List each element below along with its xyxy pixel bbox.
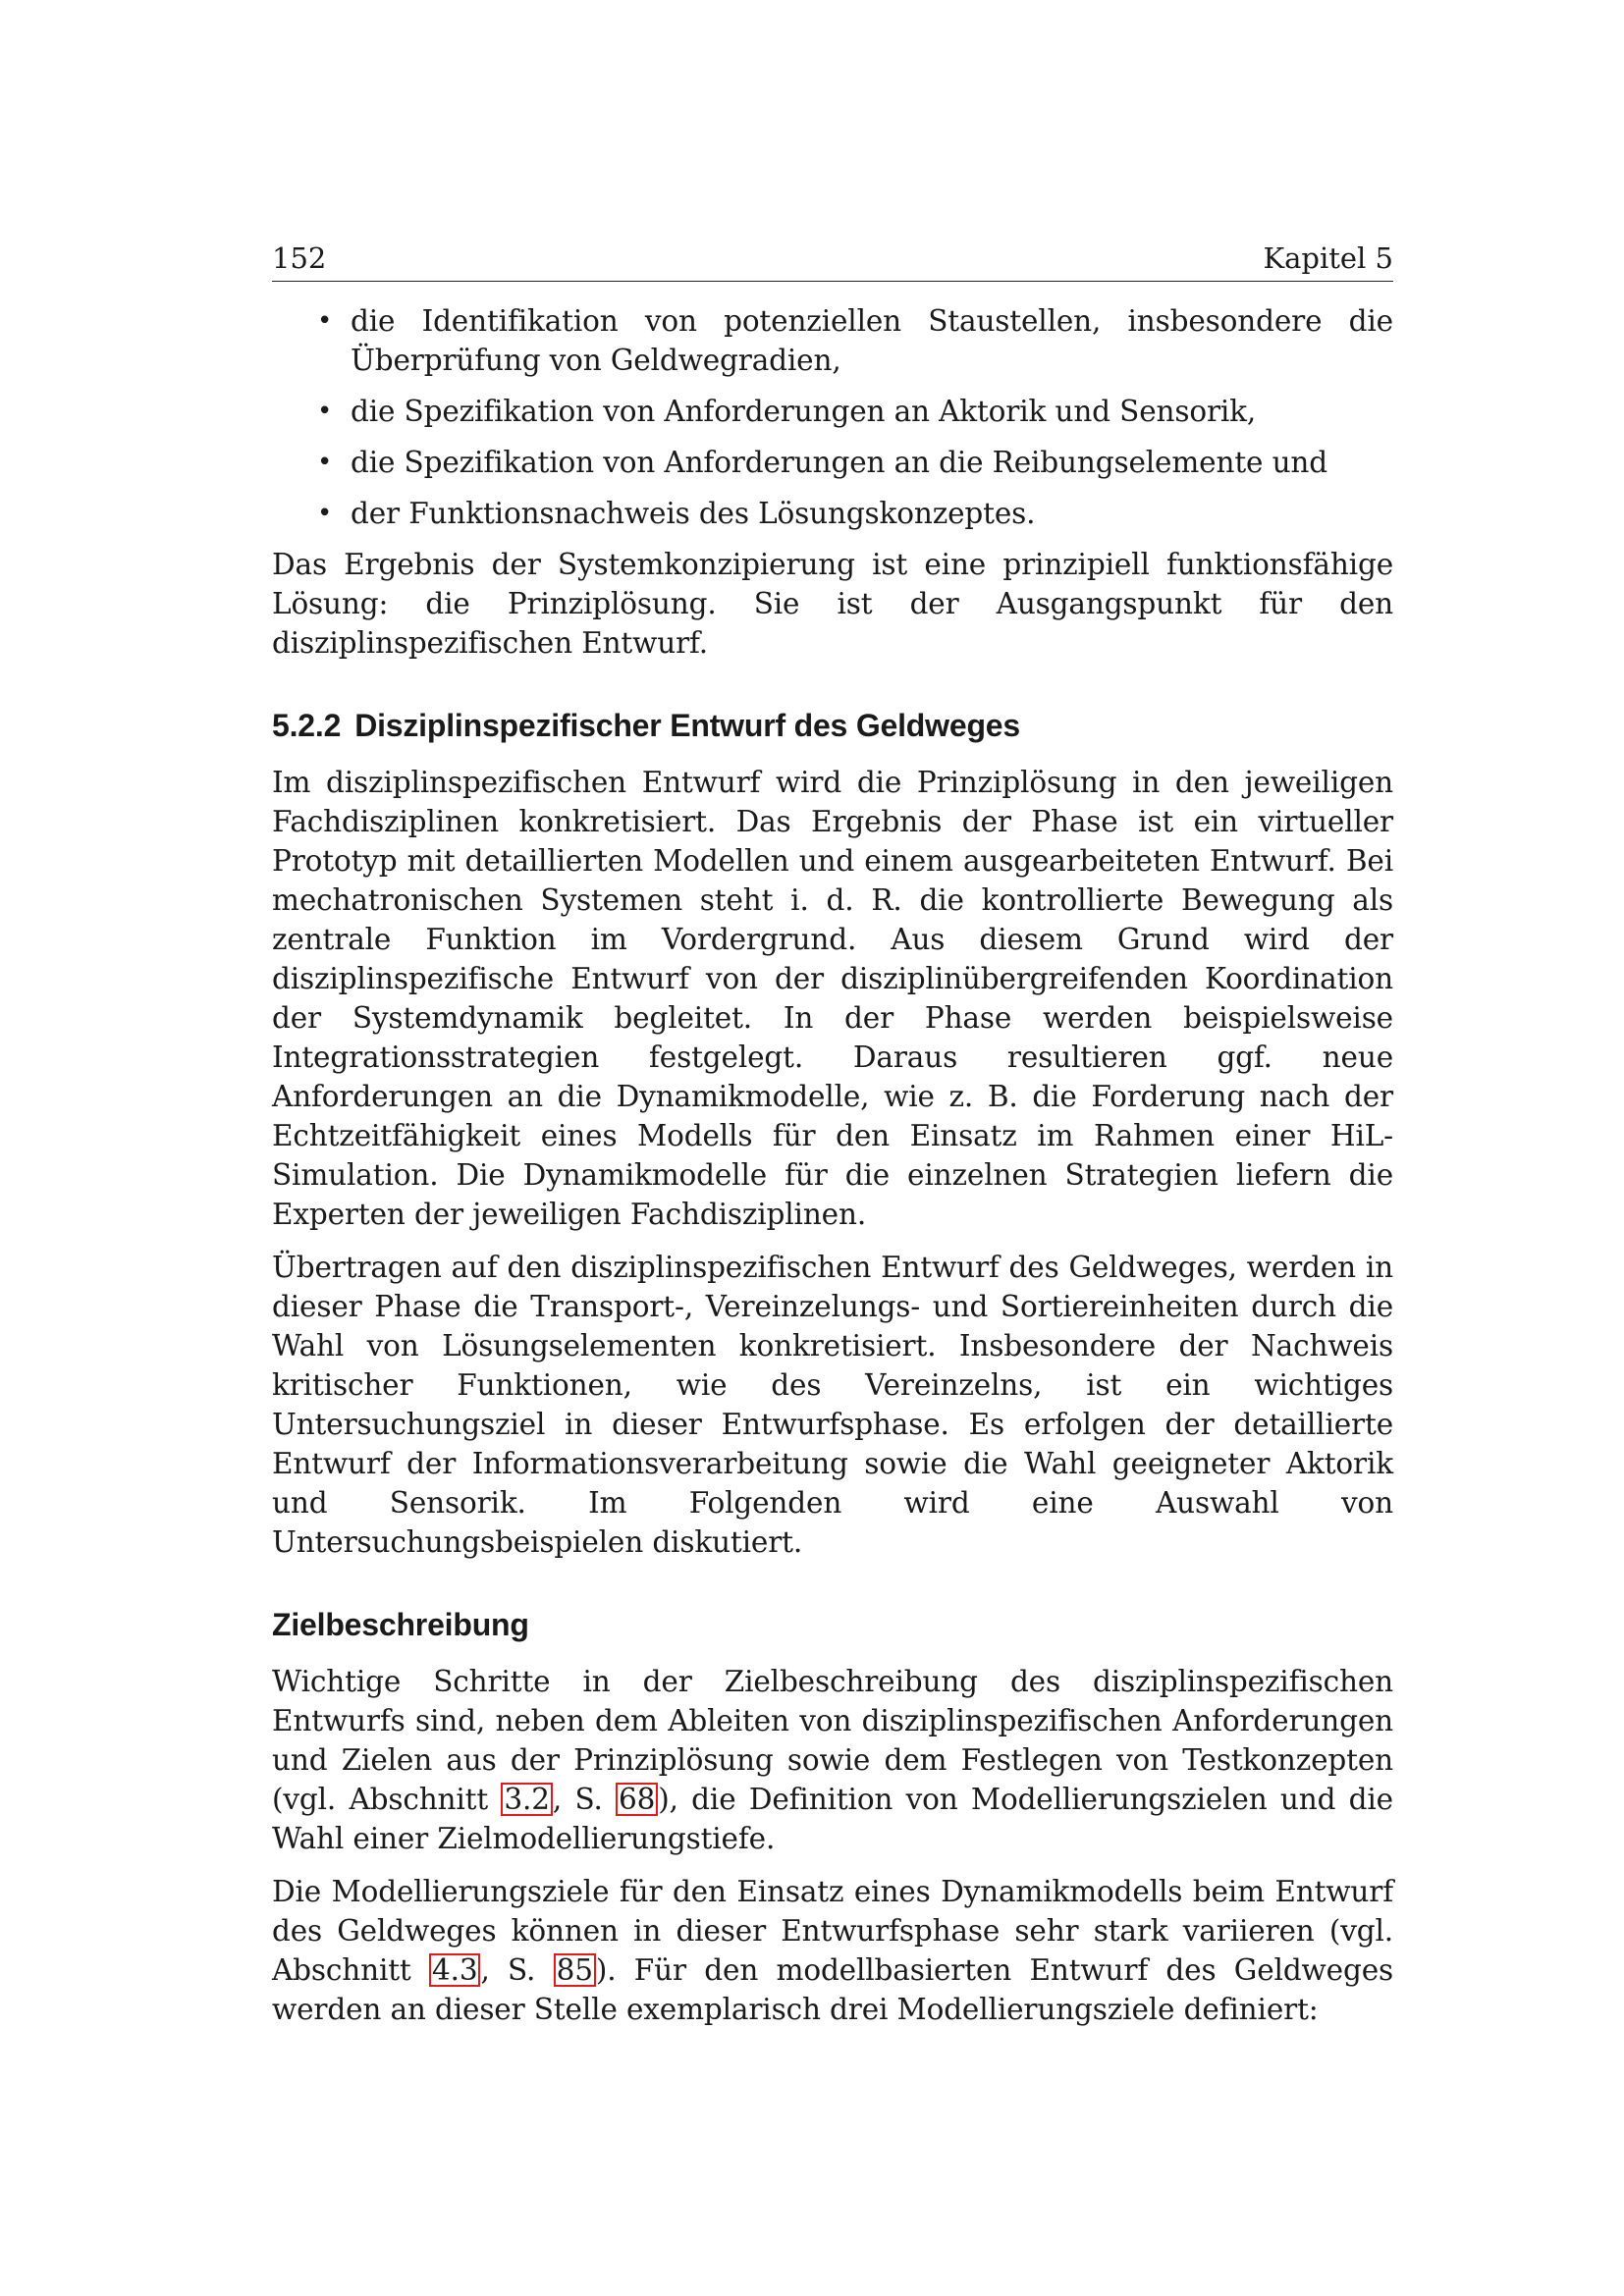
paragraph [272, 1872, 1393, 2029]
paragraph-text: Die Modellierungsziele für den Einsatz eines Dynamikmodells beim Entwurf des Geldweges können in dieser Entwurfsphase sehr stark variieren (vgl. Abschnitt [272, 1875, 1393, 1987]
list-item: • die Identifikation von potenziellen Staustellen, insbesondere die Überprüfung von Geldwegradien, [272, 301, 1393, 380]
page-ref-link[interactable]: 68 [616, 1783, 658, 1816]
page-content [272, 238, 1393, 2043]
paragraph-text: , S. [552, 1783, 617, 1816]
section-ref-link[interactable]: 3.2 [501, 1783, 552, 1816]
list-item: • die Spezifikation von Anforderungen an die Reibungselemente und [272, 443, 1393, 482]
subsection-heading: Zielbeschreibung [272, 1607, 529, 1642]
page-ref-link[interactable]: 85 [554, 1953, 596, 1987]
paragraph: Im disziplinspezifischen Entwurf wird die Prinziplösung in den jeweiligen Fachdisziplinen konkretisiert. Das Ergebnis der Phase ist ein virtueller Prototyp mit detaillierten Modellen und einem ausgearbeiteten Entwurf. Bei mechatronischen Systemen steht i. d. R. die kontrollierte Bewegung als zentrale Funktion im Vordergrund. Aus diesem Grund wird der disziplinspezifische Entwurf von der disziplinübergreifenden Koordination der Systemdynamik begleitet. In der Phase werden beispielsweise Integrationsstrategien festgelegt. Daraus resultieren ggf. neue Anforderungen an die Dynamikmodelle, wie z. B. die Forderung nach der Echtzeitfähigkeit eines Modells für den Einsatz im Rahmen einer HiL-Simulation. Die Dynamikmodelle für die einzelnen Strategien liefern die Experten der jeweiligen Fachdisziplinen. [272, 766, 1393, 1231]
paragraph [272, 1662, 1393, 1858]
paragraph-text: ). Für den modellbasierten Entwurf des Geldweges werden an dieser Stelle exemplarisch drei Modellierungsziele definiert: [272, 1953, 1393, 2026]
running-header [272, 238, 1393, 282]
paragraph-text: , S. [480, 1953, 554, 1987]
paragraph: Übertragen auf den disziplinspezifischen Entwurf des Geldweges, werden in dieser Phase die Transport-, Vereinzelungs- und Sortiereinheiten durch die Wahl von Lösungselementen konkretisiert. Insbesondere der Nachweis kritischer Funktionen, wie des Vereinzelns, ist ein wichtiges Untersuchungsziel in dieser Entwurfsphase. Es erfolgen der detaillierte Entwurf der Informationsverarbeitung sowie die Wahl geeigneter Aktorik und Sensorik. Im Folgenden wird eine Auswahl von Untersuchungsbeispielen diskutiert. [272, 1251, 1393, 1559]
list-item: • der Funktionsnachweis des Lösungskonzeptes. [272, 494, 1393, 533]
list-item: • die Spezifikation von Anforderungen an Aktorik und Sensorik, [272, 392, 1393, 431]
body-text [272, 301, 1393, 2029]
paragraph-text: ), die Definition von Modellierungszielen und die Wahl einer Zielmodellierungstiefe. [272, 1783, 1393, 1855]
page-number: 152 [272, 241, 327, 275]
chapter-label: Kapitel 5 [1263, 241, 1393, 275]
section-title: Disziplinspezifischer Entwurf des Geldweges [354, 708, 1020, 743]
section-number: 5.2.2 [272, 708, 342, 743]
section-ref-link[interactable]: 4.3 [429, 1953, 480, 1987]
bullet-list [272, 301, 1393, 533]
section-heading [272, 706, 1393, 745]
paragraph: Das Ergebnis der Systemkonzipierung ist eine prinzipiell funktionsfähige Lösung: die Prinziplösung. Sie ist der Ausgangspunkt für den disziplinspezifischen Entwurf. [272, 548, 1393, 660]
paragraph-text: Wichtige Schritte in der Zielbeschreibung des disziplinspezifischen Entwurfs sind, neben dem Ableiten von disziplinspezifischen Anforderungen und Zielen aus der Prinziplösung sowie dem Festlegen von Testkonzepten (vgl. Abschnitt [272, 1665, 1393, 1816]
